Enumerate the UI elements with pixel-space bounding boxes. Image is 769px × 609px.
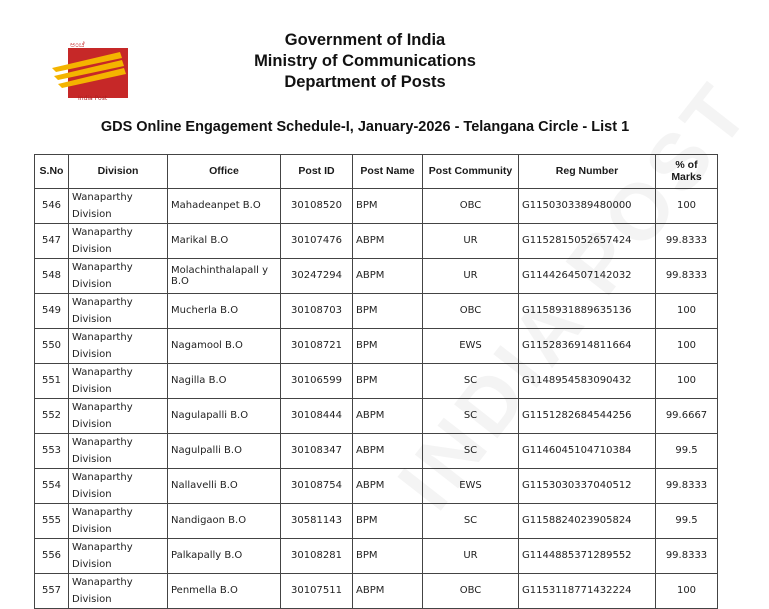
logo-text-top: ಅಂಚೆ	[70, 40, 85, 49]
table-row	[35, 433, 718, 468]
cell-community: OBC	[423, 293, 519, 328]
cell-office: Nagamool B.O	[168, 328, 281, 363]
cell-post-name: BPM	[353, 503, 423, 538]
cell-post-name: BPM	[353, 293, 423, 328]
cell-post-name: ABPM	[353, 223, 423, 258]
heading-government: Government of India	[284, 31, 446, 49]
cell-community: SC	[423, 363, 519, 398]
cell-post-name: BPM	[353, 188, 423, 223]
heading-department: Department of Posts	[284, 73, 446, 91]
cell-marks: 99.8333	[656, 538, 718, 573]
cell-sno: 553	[35, 433, 69, 468]
cell-post-id: 30108281	[281, 538, 353, 573]
col-header-division: Division	[69, 155, 168, 189]
cell-marks: 100	[656, 363, 718, 398]
cell-community: SC	[423, 398, 519, 433]
cell-division: Wanaparthy Division	[69, 328, 168, 363]
table-row	[35, 398, 718, 433]
col-header-marks: % of Marks	[656, 155, 718, 189]
cell-sno: 557	[35, 573, 69, 608]
cell-sno: 546	[35, 188, 69, 223]
cell-marks: 99.8333	[656, 258, 718, 293]
document-subtitle: GDS Online Engagement Schedule-I, January-2026 - Telangana Circle - List 1	[100, 119, 630, 135]
cell-division: Wanaparthy Division	[69, 503, 168, 538]
cell-marks: 99.8333	[656, 223, 718, 258]
cell-community: UR	[423, 223, 519, 258]
cell-post-id: 30107476	[281, 223, 353, 258]
table-row	[35, 468, 718, 503]
cell-post-name: BPM	[353, 363, 423, 398]
cell-community: SC	[423, 433, 519, 468]
engagement-table	[34, 154, 718, 609]
logo-caption: India Post	[78, 95, 108, 102]
cell-marks: 100	[656, 293, 718, 328]
cell-post-id: 30108520	[281, 188, 353, 223]
cell-office: Nagulapalli B.O	[168, 398, 281, 433]
cell-office: Nallavelli B.O	[168, 468, 281, 503]
cell-division: Wanaparthy Division	[69, 258, 168, 293]
cell-office: Marikal B.O	[168, 223, 281, 258]
cell-post-name: BPM	[353, 538, 423, 573]
cell-reg-number: G1153030337040512	[519, 468, 656, 503]
cell-community: OBC	[423, 573, 519, 608]
table-row	[35, 363, 718, 398]
cell-reg-number: G1158931889635136	[519, 293, 656, 328]
cell-community: SC	[423, 503, 519, 538]
cell-sno: 551	[35, 363, 69, 398]
cell-post-id: 30106599	[281, 363, 353, 398]
cell-sno: 555	[35, 503, 69, 538]
cell-sno: 548	[35, 258, 69, 293]
cell-community: UR	[423, 538, 519, 573]
cell-division: Wanaparthy Division	[69, 293, 168, 328]
cell-office: Mucherla B.O	[168, 293, 281, 328]
cell-post-name: ABPM	[353, 398, 423, 433]
cell-community: UR	[423, 258, 519, 293]
col-header-sno: S.No	[35, 155, 69, 189]
cell-office: Nandigaon B.O	[168, 503, 281, 538]
cell-community: OBC	[423, 188, 519, 223]
cell-marks: 99.6667	[656, 398, 718, 433]
cell-division: Wanaparthy Division	[69, 433, 168, 468]
cell-reg-number: G1150303389480000	[519, 188, 656, 223]
table-row	[35, 573, 718, 608]
cell-post-id: 30108444	[281, 398, 353, 433]
cell-reg-number: G1152815052657424	[519, 223, 656, 258]
cell-post-id: 30247294	[281, 258, 353, 293]
heading-ministry: Ministry of Communications	[254, 52, 476, 70]
table-row	[35, 223, 718, 258]
cell-post-name: ABPM	[353, 258, 423, 293]
cell-division: Wanaparthy Division	[69, 363, 168, 398]
cell-sno: 550	[35, 328, 69, 363]
cell-reg-number: G1153118771432224	[519, 573, 656, 608]
cell-division: Wanaparthy Division	[69, 188, 168, 223]
cell-office: Mahadeanpet B.O	[168, 188, 281, 223]
cell-office: Nagulpalli B.O	[168, 433, 281, 468]
cell-office: Palkapally B.O	[168, 538, 281, 573]
cell-post-name: ABPM	[353, 468, 423, 503]
cell-office: Nagilla B.O	[168, 363, 281, 398]
cell-reg-number: G1152836914811664	[519, 328, 656, 363]
col-header-reg-number: Reg Number	[519, 155, 656, 189]
cell-post-id: 30107511	[281, 573, 353, 608]
cell-marks: 99.5	[656, 433, 718, 468]
cell-reg-number: G1144885371289552	[519, 538, 656, 573]
cell-post-name: BPM	[353, 328, 423, 363]
table-row	[35, 188, 718, 223]
cell-reg-number: G1151282684544256	[519, 398, 656, 433]
cell-reg-number: G1158824023905824	[519, 503, 656, 538]
col-header-community: Post Community	[423, 155, 519, 189]
cell-reg-number: G1148954583090432	[519, 363, 656, 398]
cell-sno: 552	[35, 398, 69, 433]
table-header-row	[35, 155, 718, 189]
cell-post-name: ABPM	[353, 433, 423, 468]
cell-division: Wanaparthy Division	[69, 398, 168, 433]
cell-division: Wanaparthy Division	[69, 468, 168, 503]
cell-post-name: ABPM	[353, 573, 423, 608]
table-row	[35, 328, 718, 363]
cell-sno: 547	[35, 223, 69, 258]
cell-office: Molachinthalapall y B.O	[168, 258, 281, 293]
cell-marks: 100	[656, 573, 718, 608]
table-row	[35, 258, 718, 293]
cell-reg-number: G1144264507142032	[519, 258, 656, 293]
cell-division: Wanaparthy Division	[69, 538, 168, 573]
table-row	[35, 293, 718, 328]
cell-marks: 100	[656, 328, 718, 363]
cell-division: Wanaparthy Division	[69, 223, 168, 258]
cell-marks: 99.5	[656, 503, 718, 538]
cell-division: Wanaparthy Division	[69, 573, 168, 608]
cell-post-id: 30108721	[281, 328, 353, 363]
cell-reg-number: G1146045104710384	[519, 433, 656, 468]
col-header-office: Office	[168, 155, 281, 189]
table-row	[35, 538, 718, 573]
cell-community: EWS	[423, 468, 519, 503]
cell-post-id: 30108703	[281, 293, 353, 328]
cell-sno: 556	[35, 538, 69, 573]
cell-office: Penmella B.O	[168, 573, 281, 608]
cell-sno: 554	[35, 468, 69, 503]
col-header-post-id: Post ID	[281, 155, 353, 189]
col-header-post-name: Post Name	[353, 155, 423, 189]
cell-post-id: 30581143	[281, 503, 353, 538]
cell-marks: 100	[656, 188, 718, 223]
cell-marks: 99.8333	[656, 468, 718, 503]
cell-post-id: 30108347	[281, 433, 353, 468]
cell-post-id: 30108754	[281, 468, 353, 503]
cell-sno: 549	[35, 293, 69, 328]
cell-community: EWS	[423, 328, 519, 363]
table-row	[35, 503, 718, 538]
